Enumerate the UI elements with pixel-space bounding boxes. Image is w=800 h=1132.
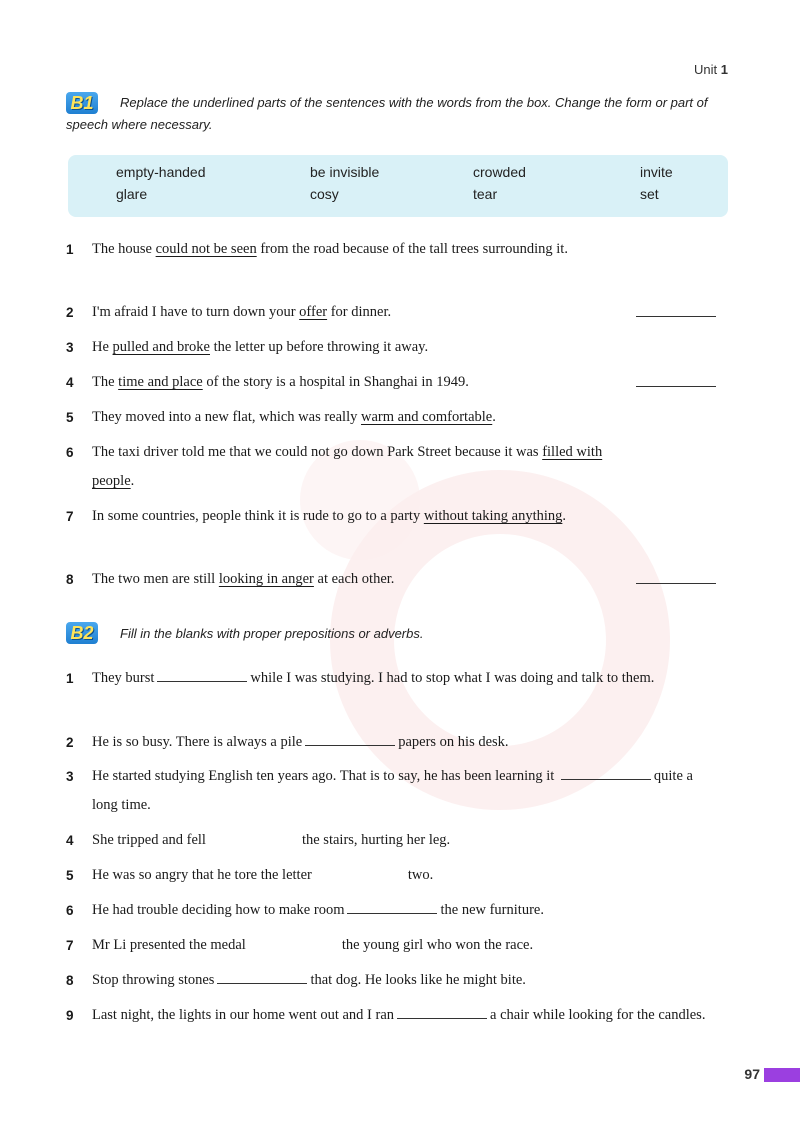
b2-item-3: 3 He started studying English ten years ago. That is to say, he has been learning it quite a long time.	[66, 762, 726, 820]
item-number: 5	[66, 868, 74, 883]
b2-item-7: 7 Mr Li presented the medal the young girl who won the race.	[66, 931, 726, 960]
item-number: 7	[66, 509, 74, 524]
unit-label: Unit 1	[694, 62, 728, 77]
word-box-item: set	[640, 186, 659, 202]
b1-item-1: 1 The house could not be seen from the road because of the tall trees surrounding it.	[66, 235, 726, 264]
item-number: 8	[66, 973, 74, 988]
item-number: 9	[66, 1008, 74, 1023]
fill-blank[interactable]	[217, 970, 307, 984]
b2-badge: B2	[66, 622, 98, 644]
b1-header	[66, 92, 726, 136]
b1-item-3: 3 He pulled and broke the letter up before throwing it away.	[66, 333, 726, 362]
item-number: 8	[66, 572, 74, 587]
b2-header	[66, 622, 423, 645]
b1-badge: B1	[66, 92, 98, 114]
item-number: 1	[66, 671, 74, 686]
b2-item-8: 8 Stop throwing stones that dog. He looks like he might bite.	[66, 966, 726, 995]
word-box-item: crowded	[473, 164, 526, 180]
item-number: 4	[66, 375, 74, 390]
b1-item-8: 8 The two men are still looking in anger at each other.	[66, 565, 726, 594]
b2-item-9: 9 Last night, the lights in our home went out and I ran a chair while looking for the candles.	[66, 1001, 726, 1030]
item-number: 3	[66, 340, 74, 355]
word-box-item: invite	[640, 164, 673, 180]
item-number: 6	[66, 903, 74, 918]
fill-blank[interactable]	[249, 935, 339, 949]
answer-line[interactable]	[636, 386, 716, 387]
word-box-item: glare	[116, 186, 148, 202]
b2-item-4: 4 She tripped and fell the stairs, hurting her leg.	[66, 826, 726, 855]
underlined-phrase: filled with people	[92, 444, 603, 489]
item-number: 1	[66, 242, 74, 257]
answer-line[interactable]	[636, 583, 716, 584]
underlined-phrase: warm and comfortable	[360, 409, 493, 425]
underlined-phrase: without taking anything	[423, 508, 563, 524]
fill-blank[interactable]	[561, 766, 651, 780]
b2-instruction: Fill in the blanks with proper prepositions or adverbs.	[120, 626, 424, 641]
b1-item-5: 5 They moved into a new flat, which was really warm and comfortable.	[66, 403, 726, 432]
b1-item-2: 2 I'm afraid I have to turn down your offer for dinner.	[66, 298, 726, 327]
underlined-phrase: looking in anger	[218, 571, 314, 587]
word-box-item: tear	[473, 186, 498, 202]
item-number: 6	[66, 445, 74, 460]
item-number: 2	[66, 735, 74, 750]
underlined-phrase: pulled and broke	[112, 339, 210, 355]
b1-item-4: 4 The time and place of the story is a hospital in Shanghai in 1949.	[66, 368, 726, 397]
b1-item-7: 7 In some countries, people think it is rude to go to a party without taking anything.	[66, 502, 726, 531]
b2-item-6: 6 He had trouble deciding how to make room the new furniture.	[66, 896, 726, 925]
page-accent-bar	[764, 1068, 800, 1082]
b1-item-6: 6 The taxi driver told me that we could not go down Park Street because it was filled with people.	[66, 438, 726, 496]
answer-line[interactable]	[636, 316, 716, 317]
item-number: 3	[66, 769, 74, 784]
item-number: 7	[66, 938, 74, 953]
word-box-item: empty-handed	[116, 164, 206, 180]
fill-blank[interactable]	[397, 1005, 487, 1019]
b1-instruction: Replace the underlined parts of the sentences with the words from the box. Change the form or part of speech where necessary.	[66, 95, 708, 132]
fill-blank[interactable]	[157, 668, 247, 682]
underlined-phrase: could not be seen	[155, 241, 257, 257]
b2-item-1: 1 They burst while I was studying. I had to stop what I was doing and talk to them.	[66, 664, 726, 693]
item-number: 5	[66, 410, 74, 425]
b2-item-2: 2 He is so busy. There is always a pile papers on his desk.	[66, 728, 726, 757]
underlined-phrase: time and place	[118, 374, 203, 390]
page-number: 97	[744, 1066, 760, 1082]
fill-blank[interactable]	[315, 865, 405, 879]
word-box-item: be invisible	[310, 164, 380, 180]
word-box-item: cosy	[310, 186, 339, 202]
fill-blank[interactable]	[305, 732, 395, 746]
item-number: 4	[66, 833, 74, 848]
word-box	[68, 155, 728, 217]
b2-item-5: 5 He was so angry that he tore the letter two.	[66, 861, 726, 890]
fill-blank[interactable]	[347, 900, 437, 914]
item-number: 2	[66, 305, 74, 320]
fill-blank[interactable]	[209, 830, 299, 844]
underlined-phrase: offer	[299, 304, 328, 320]
